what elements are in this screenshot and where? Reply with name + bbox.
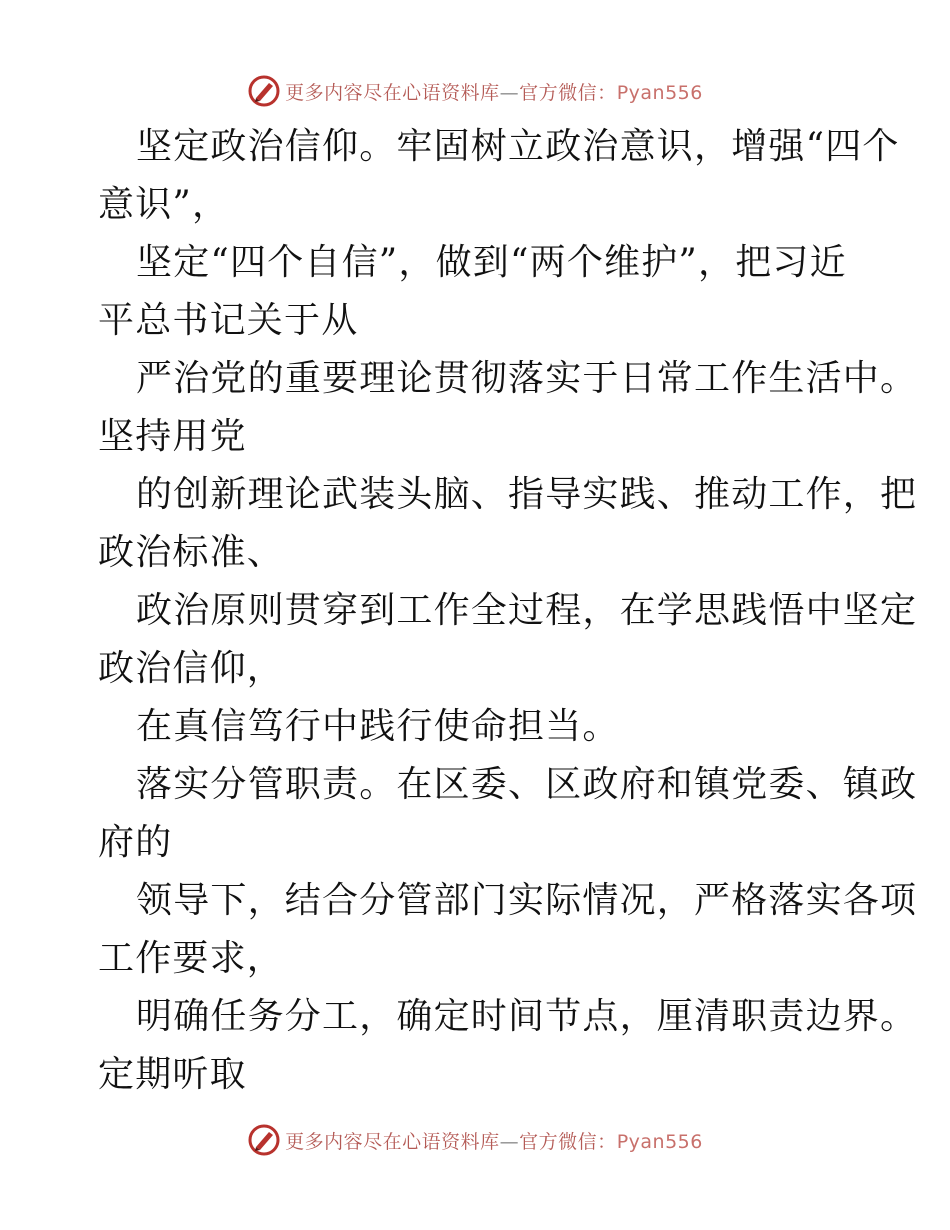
text-line: 落实分管职责。在区委、区政府和镇党委、镇政 — [136, 764, 918, 805]
watermark-text — [285, 1127, 703, 1154]
watermark-id: Pyan556 — [616, 1130, 703, 1153]
watermark-id: Pyan556 — [616, 81, 703, 104]
text-line: 在真信笃行中践行使命担当。 — [136, 706, 620, 747]
text-line: 工作要求， — [98, 938, 285, 979]
pen-logo-icon — [247, 1123, 281, 1157]
watermark-contact: 官方微信： — [519, 81, 617, 104]
text-line: 定期听取 — [98, 1054, 247, 1095]
text-line: 明确任务分工，确定时间节点，厘清职责边界。 — [136, 996, 918, 1037]
text-line: 严治党的重要理论贯彻落实于日常工作生活中。 — [136, 358, 918, 399]
footer-watermark — [0, 1120, 950, 1160]
text-line: 意识”， — [98, 184, 230, 225]
text-line: 府的 — [98, 822, 173, 863]
text-line: 政治信仰， — [98, 648, 285, 689]
watermark-dash: — — [499, 1130, 520, 1153]
header-watermark — [0, 71, 950, 111]
text-line: 坚定“四个自信”，做到“两个维护”，把习近 — [136, 242, 847, 283]
document-body — [98, 118, 918, 1104]
text-line: 平总书记关于从 — [98, 300, 359, 341]
text-line: 坚定政治信仰。牢固树立政治意识，增强“四个 — [136, 126, 900, 167]
watermark-dash: — — [499, 81, 520, 104]
text-line: 领导下，结合分管部门实际情况，严格落实各项 — [136, 880, 918, 921]
watermark-text — [285, 78, 703, 105]
watermark-contact: 官方微信： — [519, 1130, 617, 1153]
text-line: 政治原则贯穿到工作全过程，在学思践悟中坚定 — [136, 590, 918, 631]
text-line: 政治标准、 — [98, 532, 285, 573]
text-line: 的创新理论武装头脑、指导实践、推动工作，把 — [136, 474, 918, 515]
watermark-brand: 更多内容尽在心语资料库 — [285, 81, 500, 104]
text-line: 坚持用党 — [98, 416, 247, 457]
pen-logo-icon — [247, 74, 281, 108]
watermark-brand: 更多内容尽在心语资料库 — [285, 1130, 500, 1153]
